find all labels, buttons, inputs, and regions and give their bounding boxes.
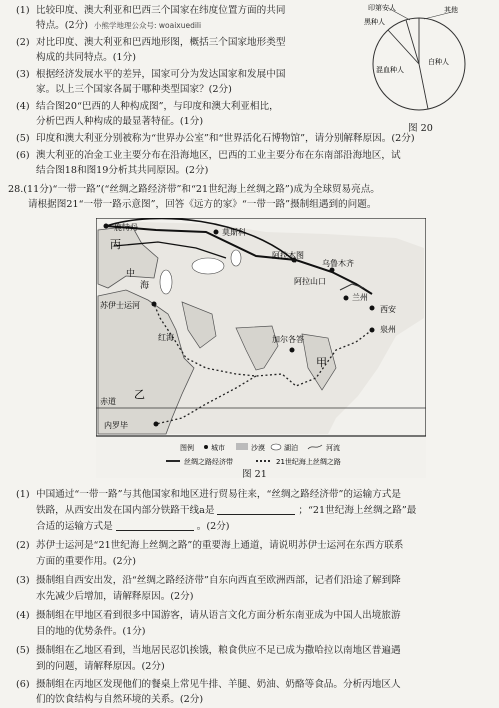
place-bing: 丙 [110,238,121,251]
city-dot [154,422,159,427]
question-text: 摄制组在丙地区发现他们的餐桌上常见牛排、羊腿、奶油、奶酪等食品。分析丙地区人 [36,679,401,690]
city-dot [104,224,109,229]
q28-4-cont [36,625,146,640]
question-text: 分析巴西人种构成的最显著特征。(1分) [36,116,204,127]
pie-label-other: 其他 [444,6,458,14]
place-suez-canal: 苏伊士运河 [100,301,140,310]
question-5 [16,132,415,147]
legend-lake-symbol [271,444,281,450]
question-number: (4) [16,101,30,112]
question-number: (1) [16,5,30,16]
question-text: 摄制组自西安出发，沿“丝绸之路经济带”自东向西直至欧洲西部，记者们沿途了解到降 [36,575,401,586]
question-text: 摄制组在乙地区看到，当地居民忍饥挨饿，粮食供应不足已成为撒哈拉以南地区普遍遇 [36,645,401,656]
question-text: 特点。(2分) [36,20,88,31]
q28-2 [16,539,403,554]
q28-2-cont [36,555,136,570]
city-dot [344,296,349,301]
city-dot [370,306,375,311]
city-dot [330,268,335,273]
question-28-title [8,183,380,198]
q28-5 [16,644,401,659]
figure-21-caption: 图 21 [242,469,267,480]
pie-label-white: 白种人 [428,58,449,66]
question-6-cont [36,164,208,179]
question-text: 摄制组在甲地区看到很多中国游客，请从语言文化方面分析东南亚成为中国人出境旅游 [36,610,401,621]
q28-5-cont [36,660,165,675]
place-equator-label: 赤道 [100,397,116,406]
question-text: 们的饮食结构与自然环境的关系。(2分) [36,694,204,705]
question-text: 结合图20“巴西的人种构成图”，与印度和澳大利亚相比， [36,101,279,112]
place-quanzhou: 泉州 [380,325,396,334]
legend-title: 图例 [180,444,194,452]
place-lanzhou: 兰州 [352,293,368,302]
question-4 [16,100,279,115]
pie-label-black: 黑种人 [364,18,385,26]
belt-road-map [96,218,426,478]
legend-lake: 湖泊 [284,444,298,452]
question-3 [16,68,285,83]
question-number: (3) [16,575,30,586]
question-text: 对比印度、澳大利亚和巴西地形图，概括三个国家地形类型 [36,37,286,48]
place-urumqi: 乌鲁木齐 [322,259,354,268]
question-text: 构成的共同特点。(1分) [36,52,136,63]
place-rotterdam: 鹿特丹 [114,223,138,232]
city-dot [370,328,375,333]
q28-6 [16,678,401,693]
place-xian: 西安 [380,305,396,314]
legend-river: 河流 [326,444,340,452]
legend-desert: 沙漠 [251,444,265,452]
question-number: (2) [16,37,30,48]
q28-1-cont [36,504,416,519]
lake [192,258,224,274]
question-number: (6) [16,150,30,161]
question-text: 方面的重要作用。(2分) [36,556,136,567]
legend-silk-road: 丝绸之路经济带 [184,458,233,466]
question-number: (2) [16,540,30,551]
question-number: (1) [16,489,30,500]
q28-1-cont2 [36,520,230,535]
q28-3-cont [36,590,194,605]
lake [160,270,172,294]
question-text: 水先减少后增加，请解释原因。(2分) [36,591,194,602]
question-number: (4) [16,610,30,621]
question-text: 澳大利亚的冶金工业主要分布在沿海地区，巴西的工业主要分布在东南部沿海地区，试 [36,150,401,161]
question-text: 印度和澳大利亚分别被称为“世界办公室”和“世界活化石博物馆”，请分别解释原因。(2分) [36,133,415,144]
place-almaty: 阿拉木图 [272,251,304,260]
lake [231,250,241,266]
pie-label-indigenous: 印第安人 [368,4,396,12]
question-text: 28.(11分)“一带一路”(“丝绸之路经济带”和“21世纪海上丝绸之路”)成为全球贸易亮点。 [8,184,380,195]
city-dot [152,302,157,307]
race-pie-chart [364,2,482,130]
question-text: 铁路，从西安出发在国内部分铁路干线a是 [36,505,215,516]
place-moscow: 莫斯科 [222,228,246,237]
question-text: 请根据图21“一带一路示意图”，回答《远方的家》“一带一路”摄制组遇到的问题。 [28,199,377,210]
legend-desert-symbol [236,443,248,450]
answer-blank[interactable] [116,520,194,531]
question-text: 根据经济发展水平的差异，国家可分为发达国家和发展中国 [36,69,286,80]
place-hai: 海 [140,281,150,291]
place-zhong: 中 [126,269,136,279]
question-number: (5) [16,133,30,144]
city-dot [214,230,219,235]
q28-6-cont [36,693,203,708]
question-6 [16,149,401,164]
question-3-cont [36,83,232,98]
question-text: 苏伊士运河是“21世纪海上丝绸之路”的重要海上通道，请说明苏伊士运河在东西方联系 [36,540,404,551]
question-28-title-cont [28,198,376,213]
question-4-cont [36,115,203,130]
place-kolkata: 加尔各答 [272,335,304,344]
place-red-sea: 红海 [158,333,174,342]
question-number: (3) [16,69,30,80]
question-text: 中国通过“一带一路”与其他国家和地区进行贸易往来，“丝绸之路经济带”的运输方式是 [36,489,401,500]
question-text: 比较印度、澳大利亚和巴西三个国家在纬度位置方面的共同 [36,5,286,16]
legend-maritime: 21世纪海上丝绸之路 [276,458,341,466]
question-text: 。(2分) [196,521,230,532]
question-text: 目的地的优势条件。(1分) [36,626,146,637]
question-number: (6) [16,679,30,690]
legend-city-symbol [204,445,208,449]
watermark-text: 小熊学地理公众号: woaixuedili [93,21,202,30]
question-number: (5) [16,645,30,656]
question-2 [16,36,285,51]
figure-20-caption: 图 20 [408,123,433,134]
city-dot [290,348,295,353]
q28-1 [16,488,401,503]
question-2-cont [36,51,136,66]
q28-3 [16,574,401,589]
question-text: 家。以上三个国家各属于哪种类型国家？(2分) [36,84,232,95]
pie-label-mixed: 混血种人 [376,66,404,74]
place-alashankou: 阿拉山口 [294,277,326,286]
legend-city: 城市 [211,444,225,452]
q28-4 [16,609,401,624]
question-1 [16,4,285,19]
question-text: ；“21世纪海上丝绸之路”最 [298,505,417,516]
place-yi: 乙 [134,388,145,401]
question-text: 合适的运输方式是 [36,521,113,532]
place-jia: 甲 [316,356,327,369]
place-nairobi: 内罗毕 [104,421,128,430]
answer-blank[interactable] [217,504,295,515]
question-text: 到的问题，请解释原因。(2分) [36,661,165,672]
question-1-cont [36,19,201,34]
question-text: 结合图18和图19分析其共同原因。(2分) [36,165,209,176]
